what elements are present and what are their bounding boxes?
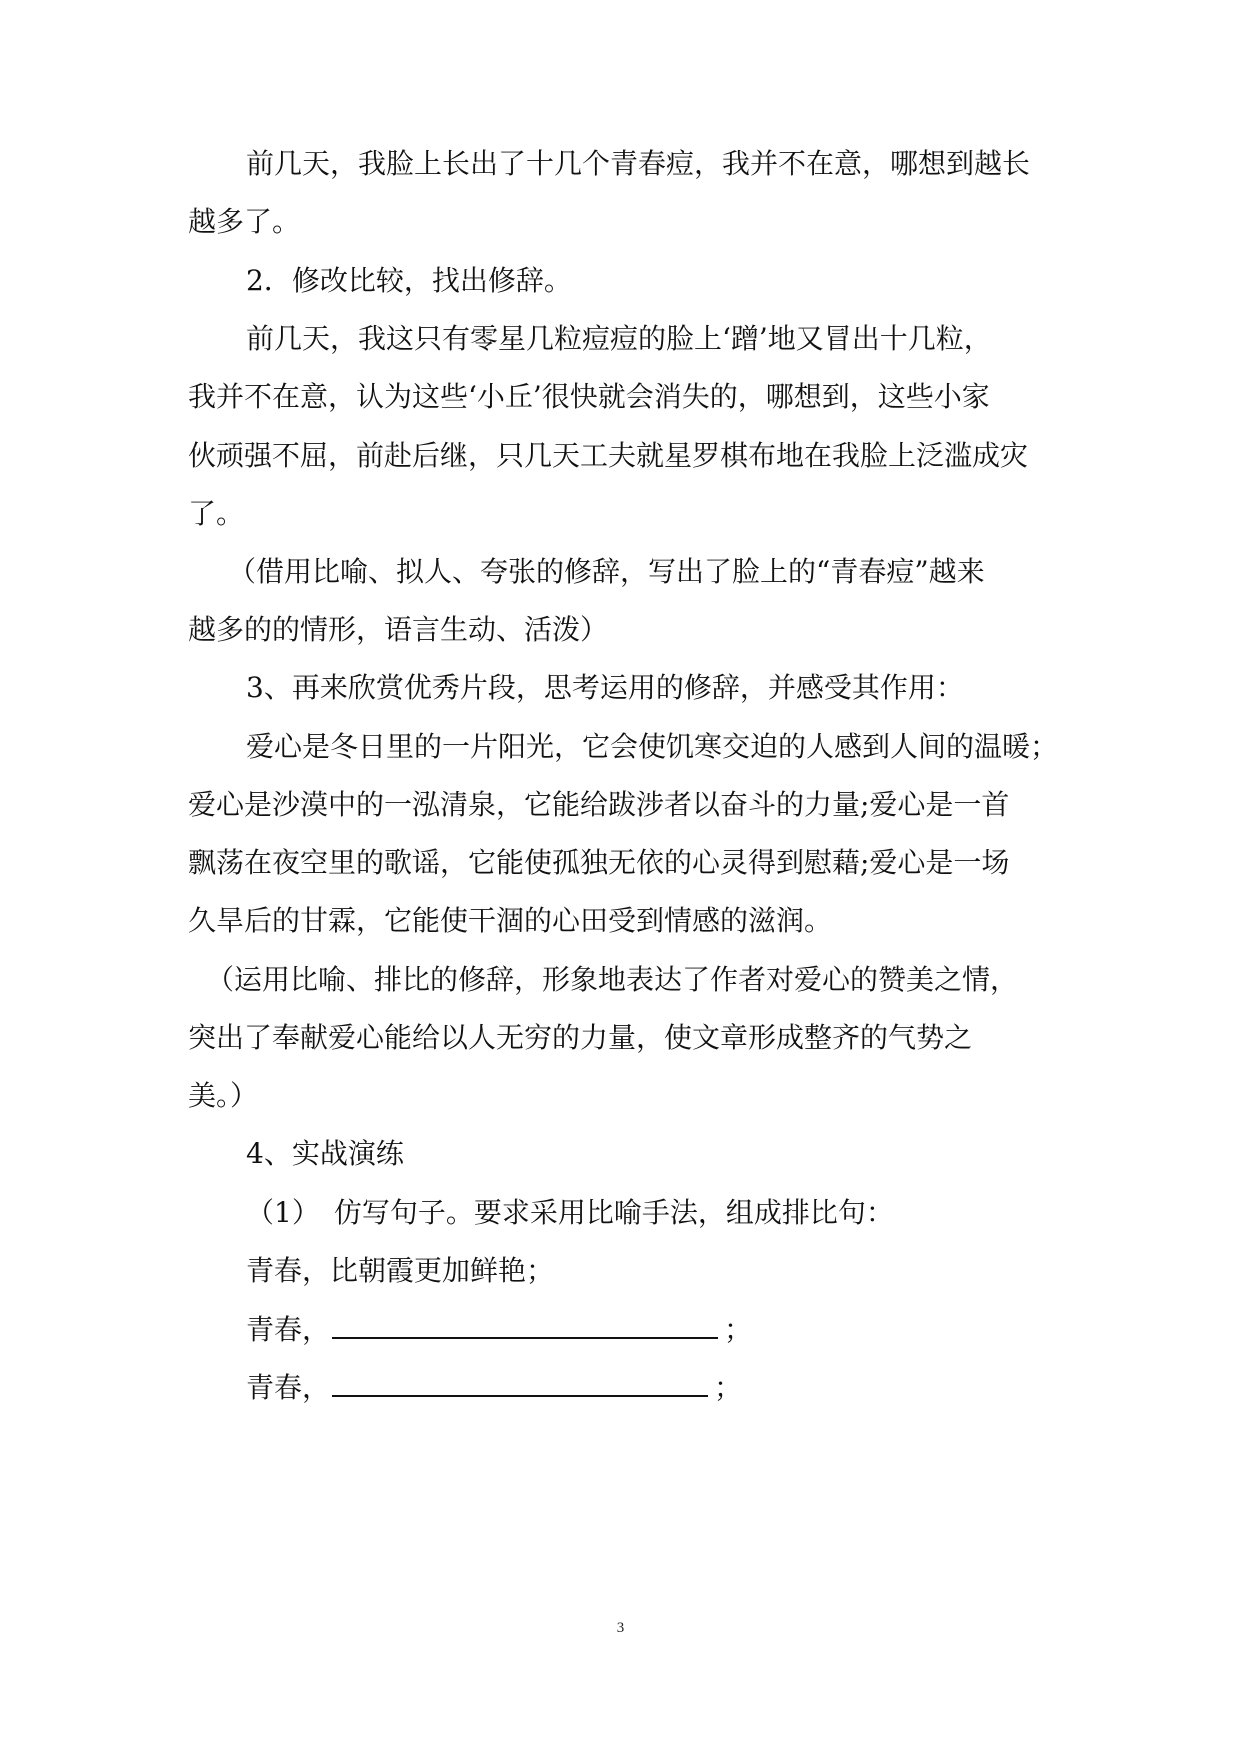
annotation-line: （运用比喻、排比的修辞，形象地表达了作者对爱心的赞美之情， <box>206 963 1019 996</box>
fill-in-suffix: ； <box>714 1371 743 1404</box>
answer-blank[interactable] <box>332 1367 708 1397</box>
body-line: 越多了。 <box>188 205 301 238</box>
example-sentence: 青春，比朝霞更加鲜艳； <box>246 1254 555 1287</box>
section-heading: 3、再来欣赏优秀片段，思考运用的修辞，并感受其作用： <box>246 671 964 704</box>
annotation-line: 越多的的情形，语言生动、活泼） <box>188 613 609 646</box>
fill-in-line <box>246 1309 752 1350</box>
fill-in-line <box>246 1367 742 1408</box>
body-line: 了。 <box>188 497 245 530</box>
page-number: 3 <box>616 1620 625 1636</box>
section-heading: 2．修改比较，找出修辞。 <box>246 264 572 297</box>
fill-in-prefix: 青春， <box>246 1313 331 1346</box>
answer-blank[interactable] <box>332 1309 718 1339</box>
fill-in-suffix: ； <box>724 1313 753 1346</box>
body-line: 前几天，我脸上长出了十几个青春痘，我并不在意，哪想到越长 <box>246 147 1031 180</box>
body-line: 久旱后的甘霖，它能使干涸的心田受到情感的滋润。 <box>188 904 833 937</box>
fill-in-prefix: 青春， <box>246 1371 331 1404</box>
body-line: 爱心是沙漠中的一泓清泉，它能给跋涉者以奋斗的力量;爱心是一首 <box>188 788 1010 821</box>
body-line: 飘荡在夜空里的歌谣，它能使孤独无依的心灵得到慰藉;爱心是一场 <box>188 846 1010 879</box>
body-line: 前几天，我这只有零星几粒痘痘的脸上‘蹭’地又冒出十几粒， <box>246 322 992 355</box>
annotation-line: 美。） <box>188 1079 259 1112</box>
body-line: 爱心是冬日里的一片阳光，它会使饥寒交迫的人感到人间的温暖； <box>246 730 1059 763</box>
exercise-prompt: （1） 仿写句子。要求采用比喻手法，组成排比句： <box>246 1196 894 1229</box>
annotation-line: （借用比喻、拟人、夸张的修辞，写出了脸上的“青春痘”越来 <box>228 555 985 588</box>
section-heading: 4、实战演练 <box>246 1137 404 1170</box>
body-line: 我并不在意，认为这些‘小丘’很快就会消失的，哪想到，这些小家 <box>188 380 990 413</box>
body-line: 伙顽强不屈，前赴后继，只几天工夫就星罗棋布地在我脸上泛滥成灾 <box>188 439 1029 472</box>
annotation-line: 突出了奉献爱心能给以人无穷的力量，使文章形成整齐的气势之 <box>188 1021 973 1054</box>
